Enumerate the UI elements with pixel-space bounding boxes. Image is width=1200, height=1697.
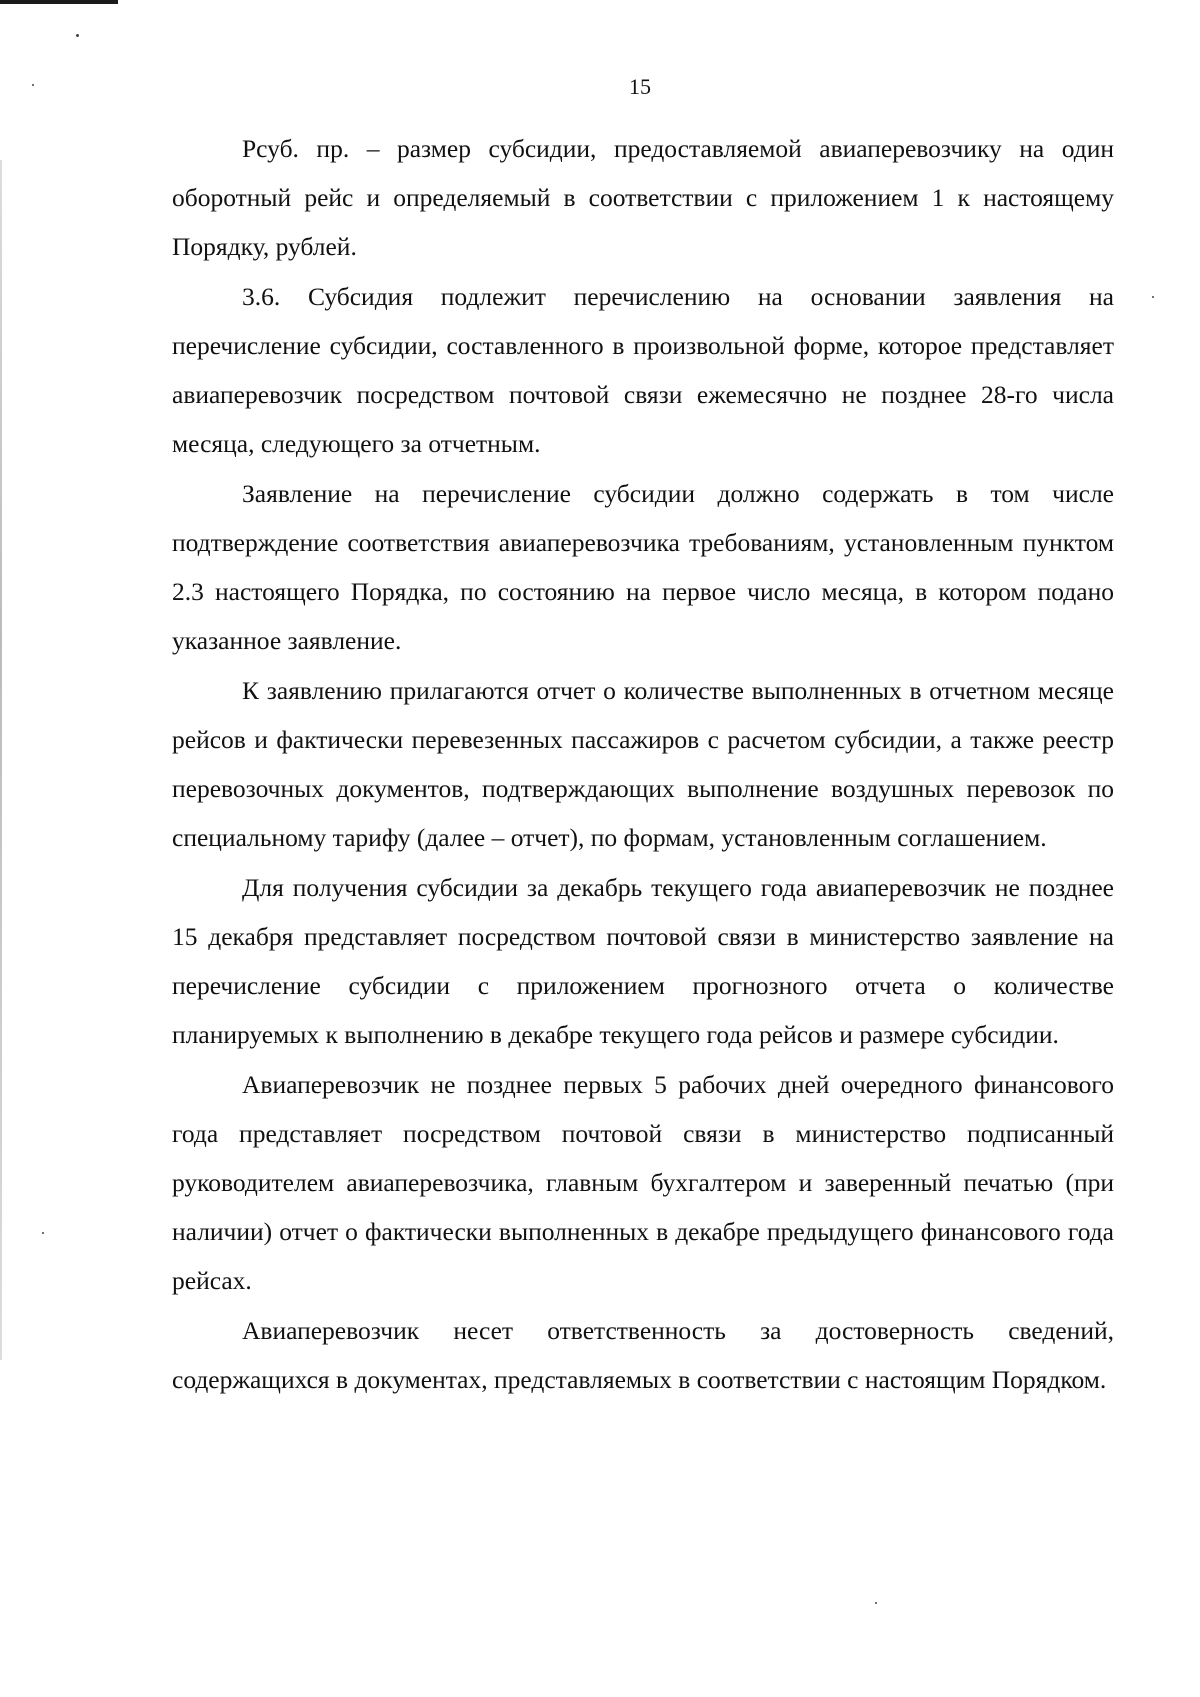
document-body bbox=[172, 124, 1114, 1404]
scan-corner-mark bbox=[0, 0, 118, 4]
scan-speck bbox=[76, 34, 79, 37]
paragraph: Авиаперевозчик не позднее первых 5 рабочих дней очередного финансового года представляет посредством почтовой связи в министерство подписанный руководителем авиаперевозчика, главным бухгалтером и заверенный печатью (при наличии) отчет о фактически выполненных в декабре предыдущего финансового года рейсах. bbox=[172, 1070, 1114, 1295]
paragraph: Заявление на перечисление субсидии должно содержать в том числе подтверждение соответствия авиаперевозчика требованиям, установленным пунктом 2.3 настоящего Порядка, по состоянию на первое число месяца, в котором подано указанное заявление. bbox=[172, 479, 1114, 655]
scan-speck bbox=[875, 1602, 877, 1604]
page-number: 15 bbox=[629, 74, 651, 99]
paragraph: К заявлению прилагаются отчет о количестве выполненных в отчетном месяце рейсов и фактически перевезенных пассажиров с расчетом субсидии, а также реестр перевозочных документов, подтверждающих выполнение воздушных перевозок по специальному тарифу (далее – отчет), по формам, установленным соглашением. bbox=[172, 676, 1114, 852]
scan-speck bbox=[1152, 296, 1154, 298]
paragraph: 3.6. Субсидия подлежит перечислению на основании заявления на перечисление субсидии, составленного в произвольной форме, которое представляет авиаперевозчик посредством почтовой связи ежемесячно не позднее 28-го числа месяца, следующего за отчетным. bbox=[172, 282, 1114, 458]
scan-left-edge bbox=[0, 160, 2, 1360]
scan-speck bbox=[42, 1232, 44, 1234]
paragraph: Для получения субсидии за декабрь текущего года авиаперевозчик не позднее 15 декабря представляет посредством почтовой связи в министерство заявление на перечисление субсидии с приложением прогнозного отчета о количестве планируемых к выполнению в декабре текущего года рейсов и размере субсидии. bbox=[172, 873, 1114, 1049]
paragraph: Рсуб. пр. – размер субсидии, предоставляемой авиаперевозчику на один оборотный рейс и определяемый в соответствии с приложением 1 к настоящему Порядку, рублей. bbox=[172, 134, 1114, 261]
paragraph: Авиаперевозчик несет ответственность за достоверность сведений, содержащихся в документах, представляемых в соответствии с настоящим Порядком. bbox=[172, 1316, 1114, 1394]
